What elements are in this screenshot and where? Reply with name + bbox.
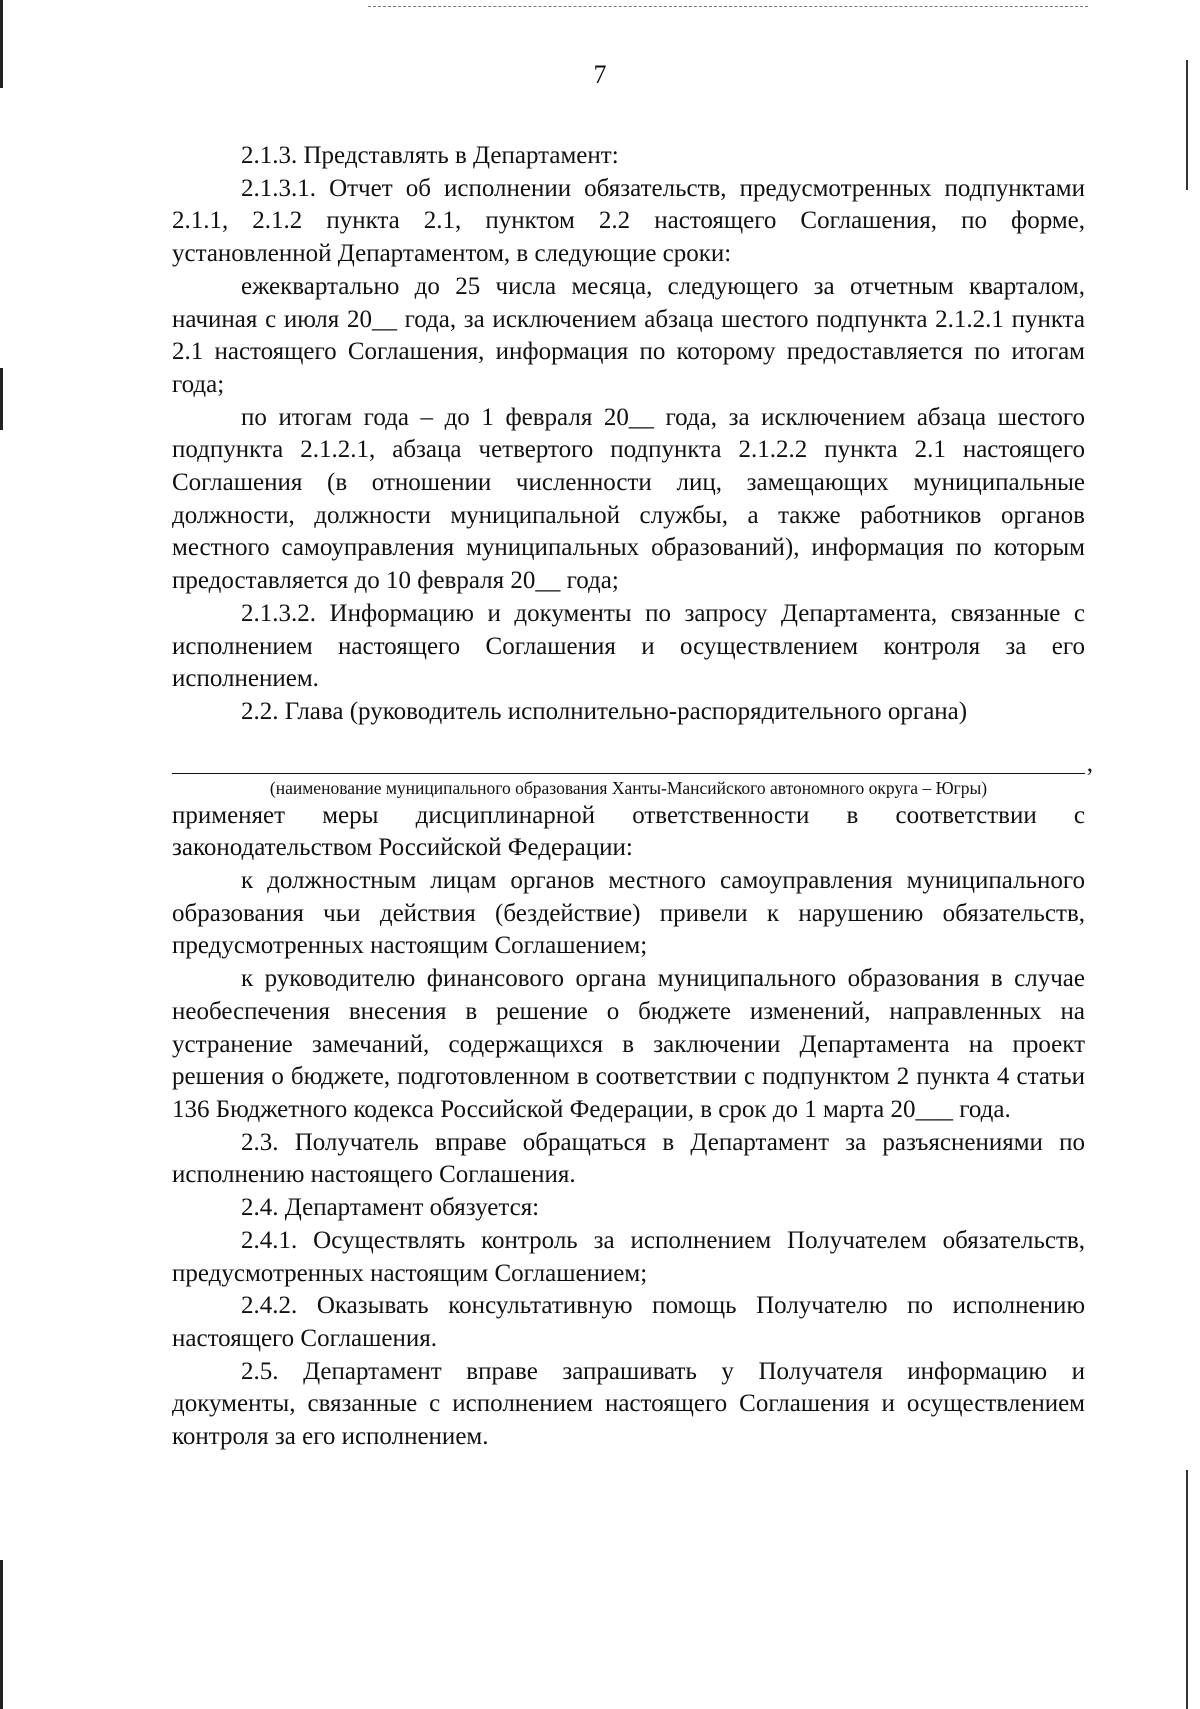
paragraph: 2.4.2. Оказывать консультативную помощь Получателю по исполнению настоящего Соглашения.: [172, 1292, 1085, 1352]
paragraph: 2.5. Департамент вправе запрашивать у Получателя информацию и документы, связанные с исполнением настоящего Соглашения и осуществлением контроля за его исполнением.: [172, 1357, 1085, 1451]
paragraph: к руководителю финансового органа муниципального образования в случае необеспечения внесения в решение о бюджете изменений, направленных на устранение замечаний, содержащихся в заключении Департамента на проект решения о бюджете, подготовленном в соответствии с подпунктом 2 пункта 4 статьи 136 Бюджетного кодекса Российской Федерации, в срок до 1 марта 20___ года.: [172, 965, 1085, 1123]
scan-left-edge: [0, 1560, 3, 1709]
scan-left-edge: [0, 368, 3, 430]
paragraph: по итогам года – до 1 февраля 20__ года, за исключением абзаца шестого подпункта 2.1.2.1, абзаца четвертого подпункта 2.1.2.2 пункта 2.1 настоящего Соглашения (в отношении численности лиц, замещающих муниципальные должности, должности муниципальной службы, а также работников органов местного самоуправления муниципальных образований), информация по которым предоставляется до 10 февраля 20__ года;: [172, 403, 1085, 595]
document-body: [172, 140, 1093, 1454]
paragraph: ежеквартально до 25 числа месяца, следующего за отчетным кварталом, начиная с июля 20__ года, за исключением абзаца шестого подпункта 2.1.2.1 пункта 2.1 настоящего Соглашения, информация по которому предоставляется по итогам года;: [172, 272, 1085, 398]
page-number: 7: [593, 60, 607, 89]
fill-in-caption: (наименование муниципального образования Ханты-Мансийского автономного округа – Югры): [269, 777, 988, 798]
paragraph: 2.1.3. Представлять в Департамент:: [241, 142, 619, 169]
paragraph: к должностным лицам органов местного самоуправления муниципального образования чьи действия (бездействие) привели к нарушению обязательств, предусмотренных настоящим Соглашением;: [172, 867, 1085, 960]
scan-top-edge: [368, 6, 1088, 7]
fill-in-line: ,: [172, 747, 1085, 774]
paragraph: 2.2. Глава (руководитель исполнительно-распорядительного органа): [241, 697, 968, 725]
paragraph: 2.4. Департамент обязуется:: [241, 1194, 540, 1222]
paragraph: 2.4.1. Осуществлять контроль за исполнением Получателем обязательств, предусмотренных настоящим Соглашением;: [172, 1226, 1085, 1287]
paragraph: 2.1.3.1. Отчет об исполнении обязательств, предусмотренных подпунктами 2.1.1, 2.1.2 пункта 2.1, пунктом 2.2 настоящего Соглашения, по форме, установленной Департаментом, в следующие сроки:: [172, 174, 1085, 268]
scan-right-edge: [1186, 1470, 1188, 1709]
paragraph: 2.1.3.2. Информацию и документы по запросу Департамента, связанные с исполнением настоящего Соглашения и осуществлением контроля за его исполнением.: [172, 599, 1085, 693]
paragraph: применяет меры дисциплинарной ответственности в соответствии с законодательством Российской Федерации:: [172, 801, 1085, 862]
paragraph: 2.3. Получатель вправе обращаться в Департамент за разъяснениями по исполнению настоящего Соглашения.: [172, 1128, 1085, 1189]
